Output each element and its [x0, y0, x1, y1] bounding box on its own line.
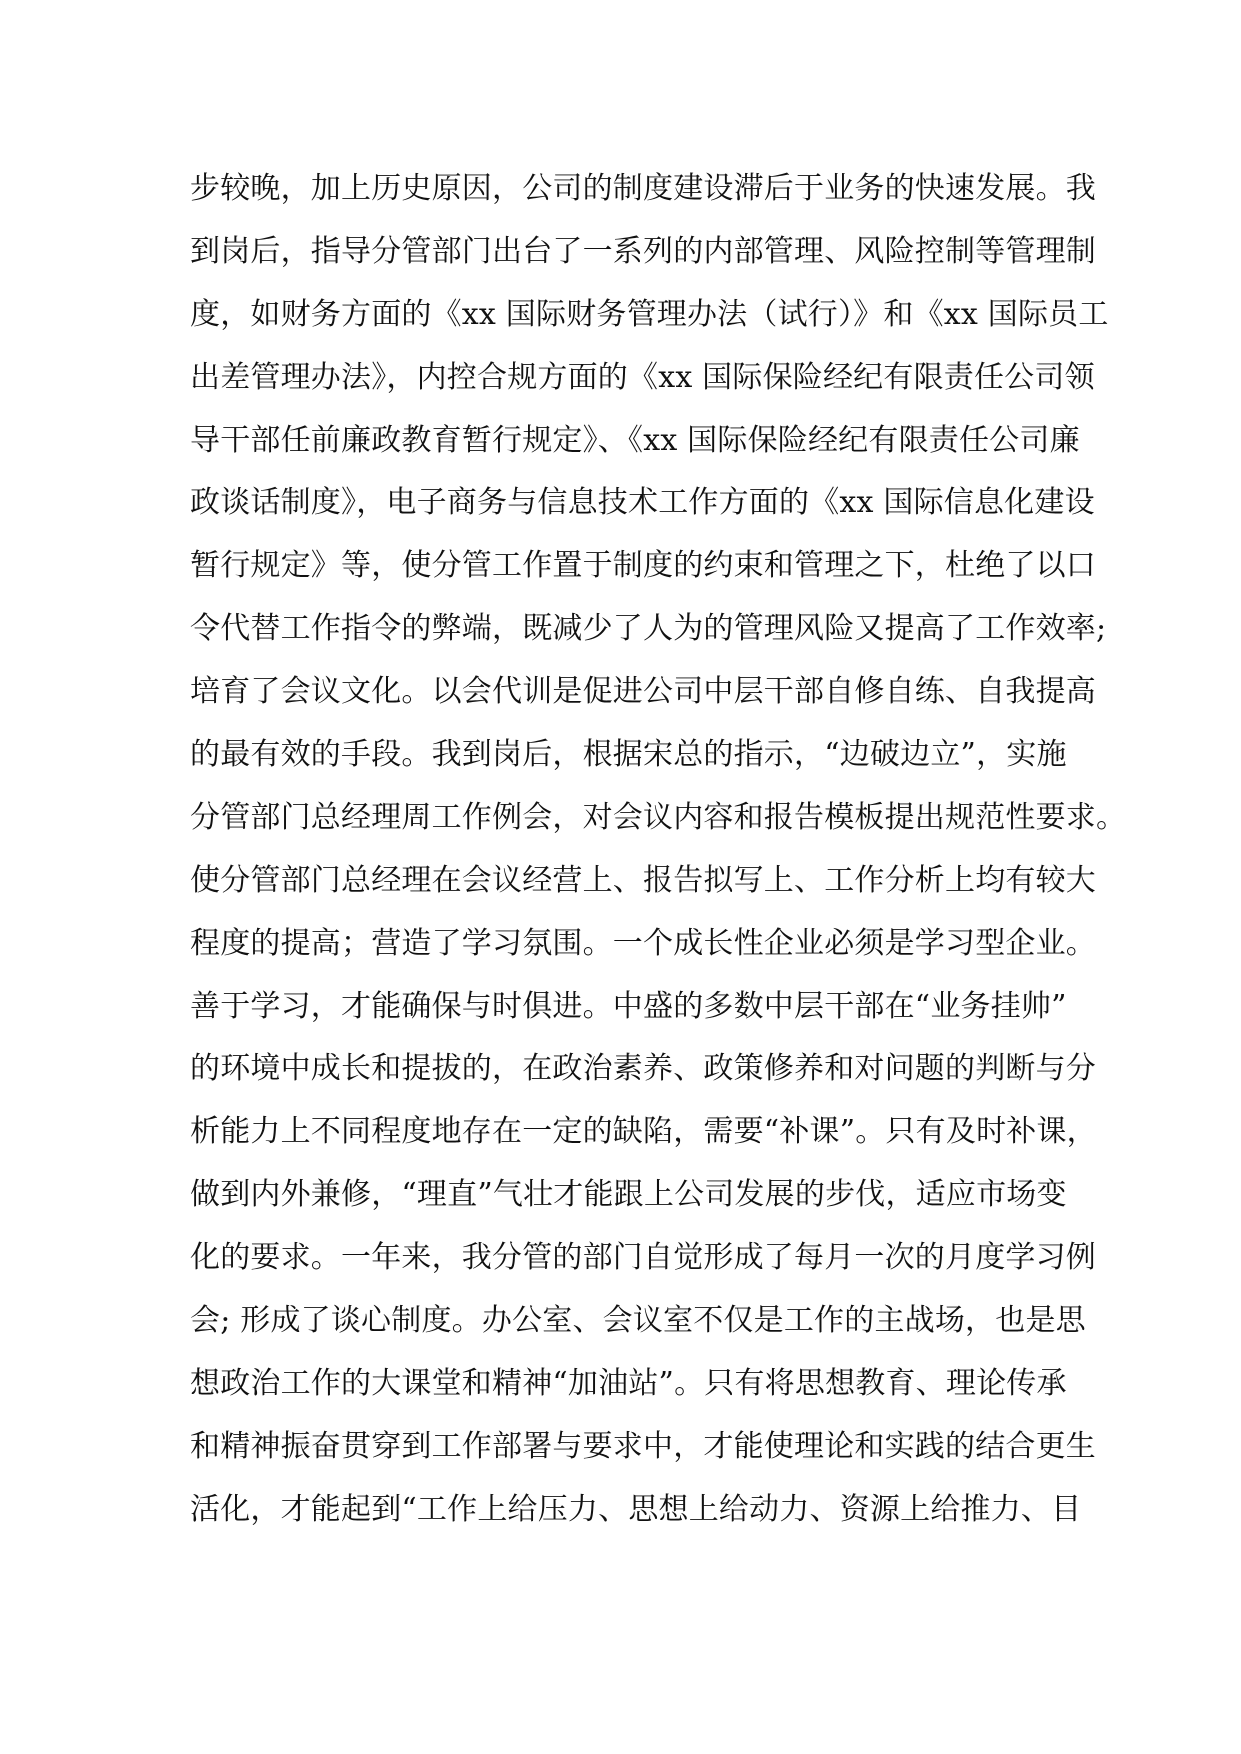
text-line: 的环境中成长和提拔的，在政治素养、政策修养和对问题的判断与分 — [190, 1051, 1096, 1087]
text-line: 化的要求。一年来，我分管的部门自觉形成了每月一次的月度学习例 — [190, 1240, 1096, 1276]
text-line: 度，如财务方面的《xx 国际财务管理办法（试行）》和《xx 国际员工 — [190, 296, 1109, 332]
text-line: 令代替工作指令的弊端，既减少了人为的管理风险又提高了工作效率; — [190, 611, 1107, 647]
body-text — [190, 158, 1127, 1542]
text-line: 做到内外兼修，“理直”气壮才能跟上公司发展的步伐，适应市场变 — [190, 1177, 1067, 1213]
text-line: 暂行规定》等，使分管工作置于制度的约束和管理之下，杜绝了以口 — [190, 548, 1096, 584]
text-line: 到岗后，指导分管部门出台了一系列的内部管理、风险控制等管理制 — [190, 233, 1096, 269]
text-line: 和精神振奋贯穿到工作部署与要求中，才能使理论和实践的结合更生 — [190, 1428, 1096, 1464]
text-line: 导干部任前廉政教育暂行规定》、《xx 国际保险经纪有限责任公司廉 — [190, 422, 1080, 458]
text-line: 政谈话制度》，电子商务与信息技术工作方面的《xx 国际信息化建设 — [190, 485, 1095, 521]
text-line: 的最有效的手段。我到岗后，根据宋总的指示，“边破边立”，实施 — [190, 737, 1067, 773]
text-line: 使分管部门总经理在会议经营上、报告拟写上、工作分析上均有较大 — [190, 862, 1096, 898]
text-line: 想政治工作的大课堂和精神“加油站”。只有将思想教育、理论传承 — [190, 1365, 1067, 1401]
text-line: 活化，才能起到“工作上给压力、思想上给动力、资源上给推力、目 — [190, 1491, 1082, 1527]
text-line: 分管部门总经理周工作例会，对会议内容和报告模板提出规范性要求。 — [190, 799, 1127, 835]
text-line: 程度的提高；营造了学习氛围。一个成长性企业必须是学习型企业。 — [190, 925, 1096, 961]
text-line: 会; 形成了谈心制度。办公室、会议室不仅是工作的主战场，也是思 — [190, 1303, 1086, 1339]
text-line: 出差管理办法》，内控合规方面的《xx 国际保险经纪有限责任公司领 — [190, 359, 1095, 395]
text-line: 培育了会议文化。以会代训是促进公司中层干部自修自练、自我提高 — [190, 674, 1096, 710]
text-line: 善于学习，才能确保与时俱进。中盛的多数中层干部在“业务挂帅” — [190, 988, 1067, 1024]
text-line: 步较晚，加上历史原因，公司的制度建设滞后于业务的快速发展。我 — [190, 171, 1096, 206]
text-line: 析能力上不同程度地存在一定的缺陷，需要“补课”。只有及时补课， — [190, 1114, 1097, 1150]
